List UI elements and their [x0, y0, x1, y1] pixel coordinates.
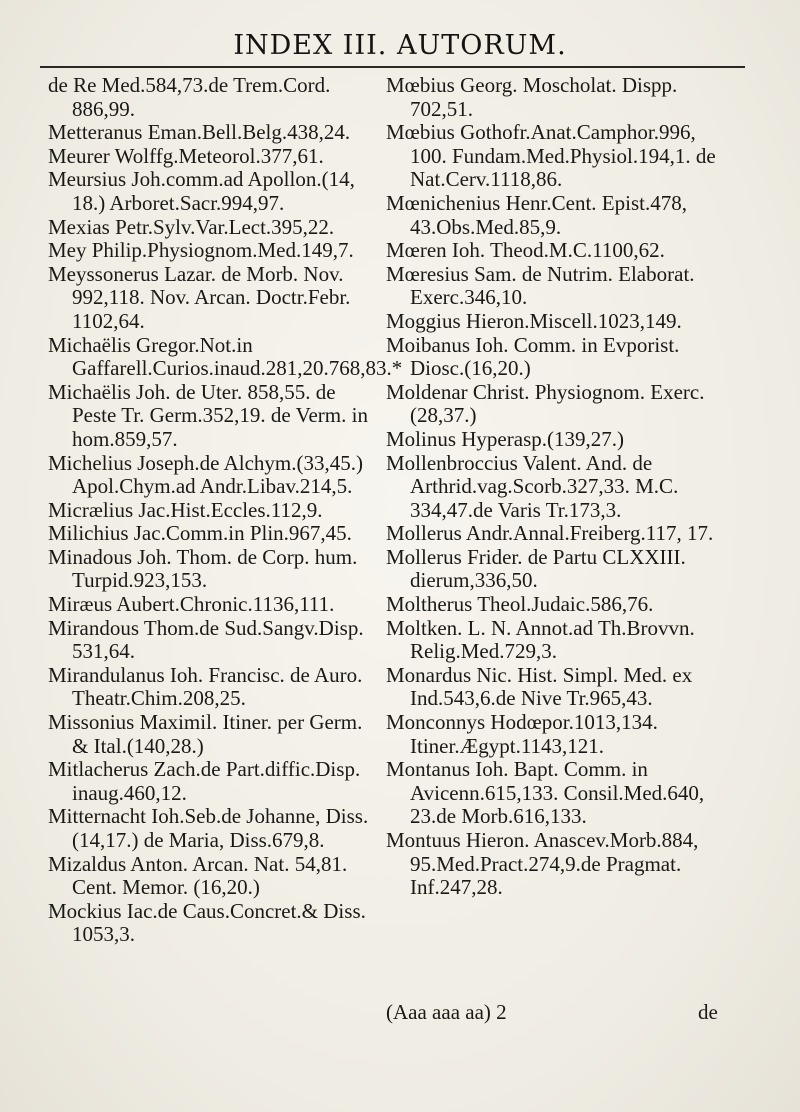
index-entry: Meyssonerus Lazar. de Morb. Nov. 992,118. Nov. Arcan. Doctr.Febr. 1102,64.: [48, 261, 351, 333]
index-entry: Missonius Maximil. Itiner. per Germ. & Ital.(140,28.): [48, 710, 363, 758]
index-entry: Moldenar Christ. Physiognom. Exerc. (28,37.): [386, 379, 705, 428]
index-entry: Mirandous Thom.de Sud.Sangv.Disp. 531,64.: [48, 615, 364, 664]
index-entry: Minadous Joh. Thom. de Corp. hum. Turpid.923,153.: [48, 544, 358, 593]
header-rule: [40, 66, 745, 68]
index-entry: Monconnys Hodœpor.1013,134. Itiner.Ægypt.1143,121.: [386, 710, 658, 758]
index-entry: Miræus Aubert.Chronic.1136,111.: [48, 592, 335, 617]
page-header: INDEX III. AUTORUM.: [233, 30, 567, 61]
index-entry: Mitlacherus Zach.de Part.diffic.Disp. inaug.460,12.: [48, 757, 361, 805]
index-entry: Moltherus Theol.Judaic.586,76.: [386, 592, 654, 617]
index-entry: Moltken. L. N. Annot.ad Th.Brovvn. Relig.Med.729,3.: [386, 615, 695, 664]
index-entry: Montanus Ioh. Bapt. Comm. in Avicenn.615,133. Consil.Med.640, 23.de Morb.616,133.: [386, 757, 705, 829]
index-entry: de Re Med.584,73.de Trem.Cord. 886,99.: [48, 73, 331, 121]
index-entry: Mœresius Sam. de Nutrim. Elaborat. Exerc.346,10.: [386, 261, 695, 310]
index-entry: Molinus Hyperasp.(139,27.): [386, 426, 624, 451]
index-entry: Mollerus Andr.Annal.Freiberg.117, 17.: [386, 521, 714, 546]
index-entry: Micrælius Jac.Hist.Eccles.112,9.: [48, 497, 323, 522]
index-column-right: [386, 74, 716, 900]
index-entry: Milichius Jac.Comm.in Plin.967,45.: [48, 521, 352, 546]
index-entry: Mœbius Georg. Moscholat. Dispp. 702,51.: [386, 73, 678, 121]
index-entry: Mizaldus Anton. Arcan. Nat. 54,81. Cent. Memor. (16,20.): [48, 851, 348, 900]
index-entry: Moggius Hieron.Miscell.1023,149.: [386, 308, 682, 333]
signature-mark: (Aaa aaa aa) 2: [386, 1000, 507, 1024]
index-entry: Metteranus Eman.Bell.Belg.438,24.: [48, 120, 351, 145]
index-entry: Michaëlis Gregor.Not.in Gaffarell.Curios.inaud.281,20.768,83.*: [48, 332, 403, 381]
index-entry: Mollerus Frider. de Partu CLXXIII. dierum,336,50.: [386, 544, 686, 593]
index-entry: Monardus Nic. Hist. Simpl. Med. ex Ind.543,6.de Nive Tr.965,43.: [386, 662, 693, 711]
index-entry: Moibanus Ioh. Comm. in Evporist. Diosc.(16,20.): [386, 332, 680, 381]
index-column-left: [48, 73, 403, 947]
index-entry: Mœnichenius Henr.Cent. Epist.478, 43.Obs.Med.85,9.: [386, 190, 687, 239]
index-entry: Mey Philip.Physiognom.Med.149,7.: [48, 238, 354, 263]
index-entry: Mœbius Gothofr.Anat.Camphor.996, 100. Fundam.Med.Physiol.194,1. de Nat.Cerv.1118,86.: [386, 120, 716, 192]
index-entry: Mœren Ioh. Theod.M.C.1100,62.: [386, 238, 665, 263]
index-entry: Meursius Joh.comm.ad Apollon.(14, 18.) Arboret.Sacr.994,97.: [48, 167, 355, 215]
index-entry: Montuus Hieron. Anascev.Morb.884, 95.Med.Pract.274,9.de Pragmat. Inf.247,28.: [386, 828, 699, 900]
catchword: de: [698, 1000, 718, 1024]
index-entry: Mexias Petr.Sylv.Var.Lect.395,22.: [48, 214, 335, 239]
index-entry: Michelius Joseph.de Alchym.(33,45.) Apol.Chym.ad Andr.Libav.214,5.: [48, 450, 363, 499]
index-entry: Michaëlis Joh. de Uter. 858,55. de Peste Tr. Germ.352,19. de Verm. in hom.859,57.: [48, 379, 368, 451]
index-entry: Mollenbroccius Valent. And. de Arthrid.vag.Scorb.327,33. M.C. 334,47.de Varis Tr.173,3.: [386, 450, 679, 522]
index-entry: Mirandulanus Ioh. Francisc. de Auro. Theatr.Chim.208,25.: [48, 662, 363, 711]
index-entry: Mockius Iac.de Caus.Concret.& Diss. 1053,3.: [48, 898, 366, 947]
index-entry: Mitternacht Ioh.Seb.de Johanne, Diss. (14,17.) de Maria, Diss.679,8.: [48, 804, 369, 852]
index-entry: Meurer Wolffg.Meteorol.377,61.: [48, 143, 324, 168]
